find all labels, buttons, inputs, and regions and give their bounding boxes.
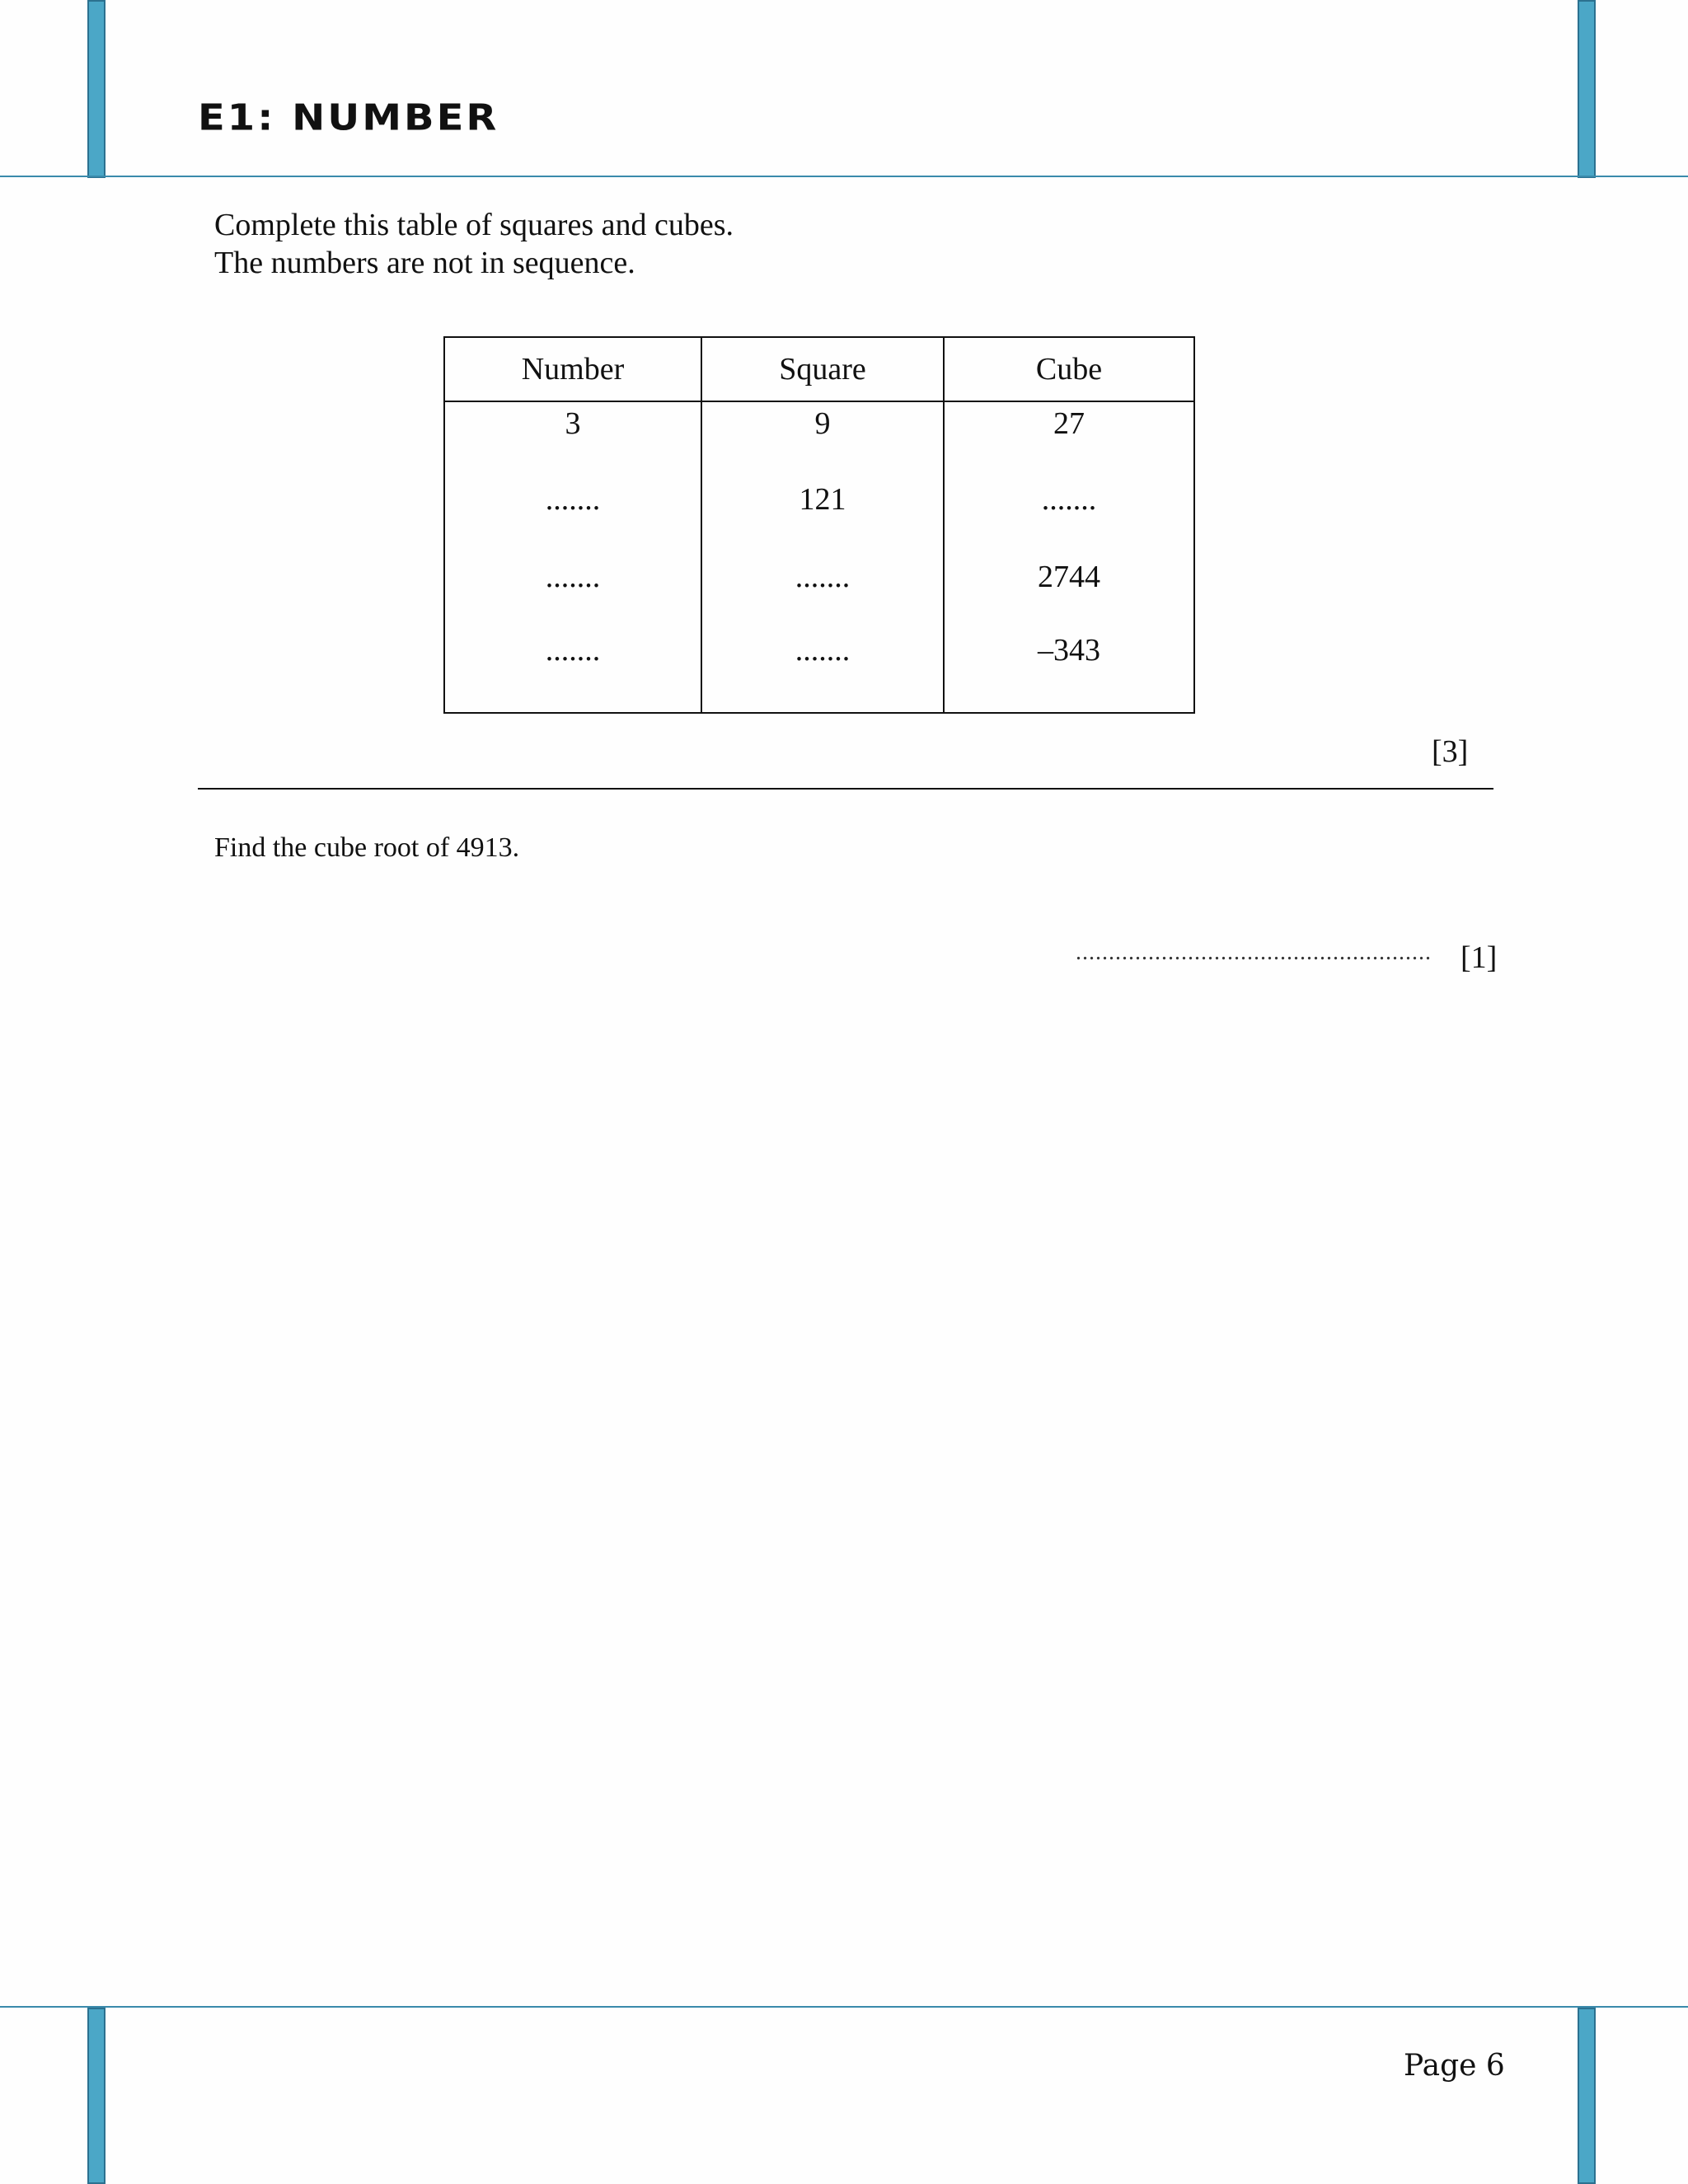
page-number: Page 6 [1404,2049,1505,2083]
question2-marks: [1] [1461,940,1498,975]
table-cell: –343 [944,616,1194,713]
table-row [444,461,1194,538]
question-separator [198,788,1493,790]
table-cell: ....... [444,616,701,713]
question1-marks: [3] [1432,734,1469,769]
question1-intro [214,206,734,282]
table-row [444,616,1194,713]
squares-cubes-table [443,336,1195,714]
header-rule [0,176,1688,177]
table-cell: 2744 [944,538,1194,616]
table-cell: ....... [944,461,1194,538]
footer-right-bar [1578,2008,1596,2184]
table-cell: ....... [701,538,944,616]
table-cell: 9 [701,401,944,461]
table-cell: 121 [701,461,944,538]
page-title: E1: NUMBER [198,97,499,139]
footer-left-bar [87,2008,106,2184]
header-number: Number [444,337,701,401]
table-cell: ....... [444,538,701,616]
footer-rule [0,2006,1688,2008]
header-cube: Cube [944,337,1194,401]
table-header-row [444,337,1194,401]
table-cell: 3 [444,401,701,461]
table-cell: 27 [944,401,1194,461]
question2-text: Find the cube root of 4913. [214,832,520,863]
table-cell: ....... [444,461,701,538]
table-row [444,401,1194,461]
table-cell: ....... [701,616,944,713]
question1-line-2: The numbers are not in sequence. [214,246,635,280]
question1-line-1: Complete this table of squares and cubes. [214,208,734,242]
header-left-bar [87,0,106,178]
answer-line: ...................................................... [1076,940,1432,965]
table-row [444,538,1194,616]
header-square: Square [701,337,944,401]
header-right-bar [1578,0,1596,178]
